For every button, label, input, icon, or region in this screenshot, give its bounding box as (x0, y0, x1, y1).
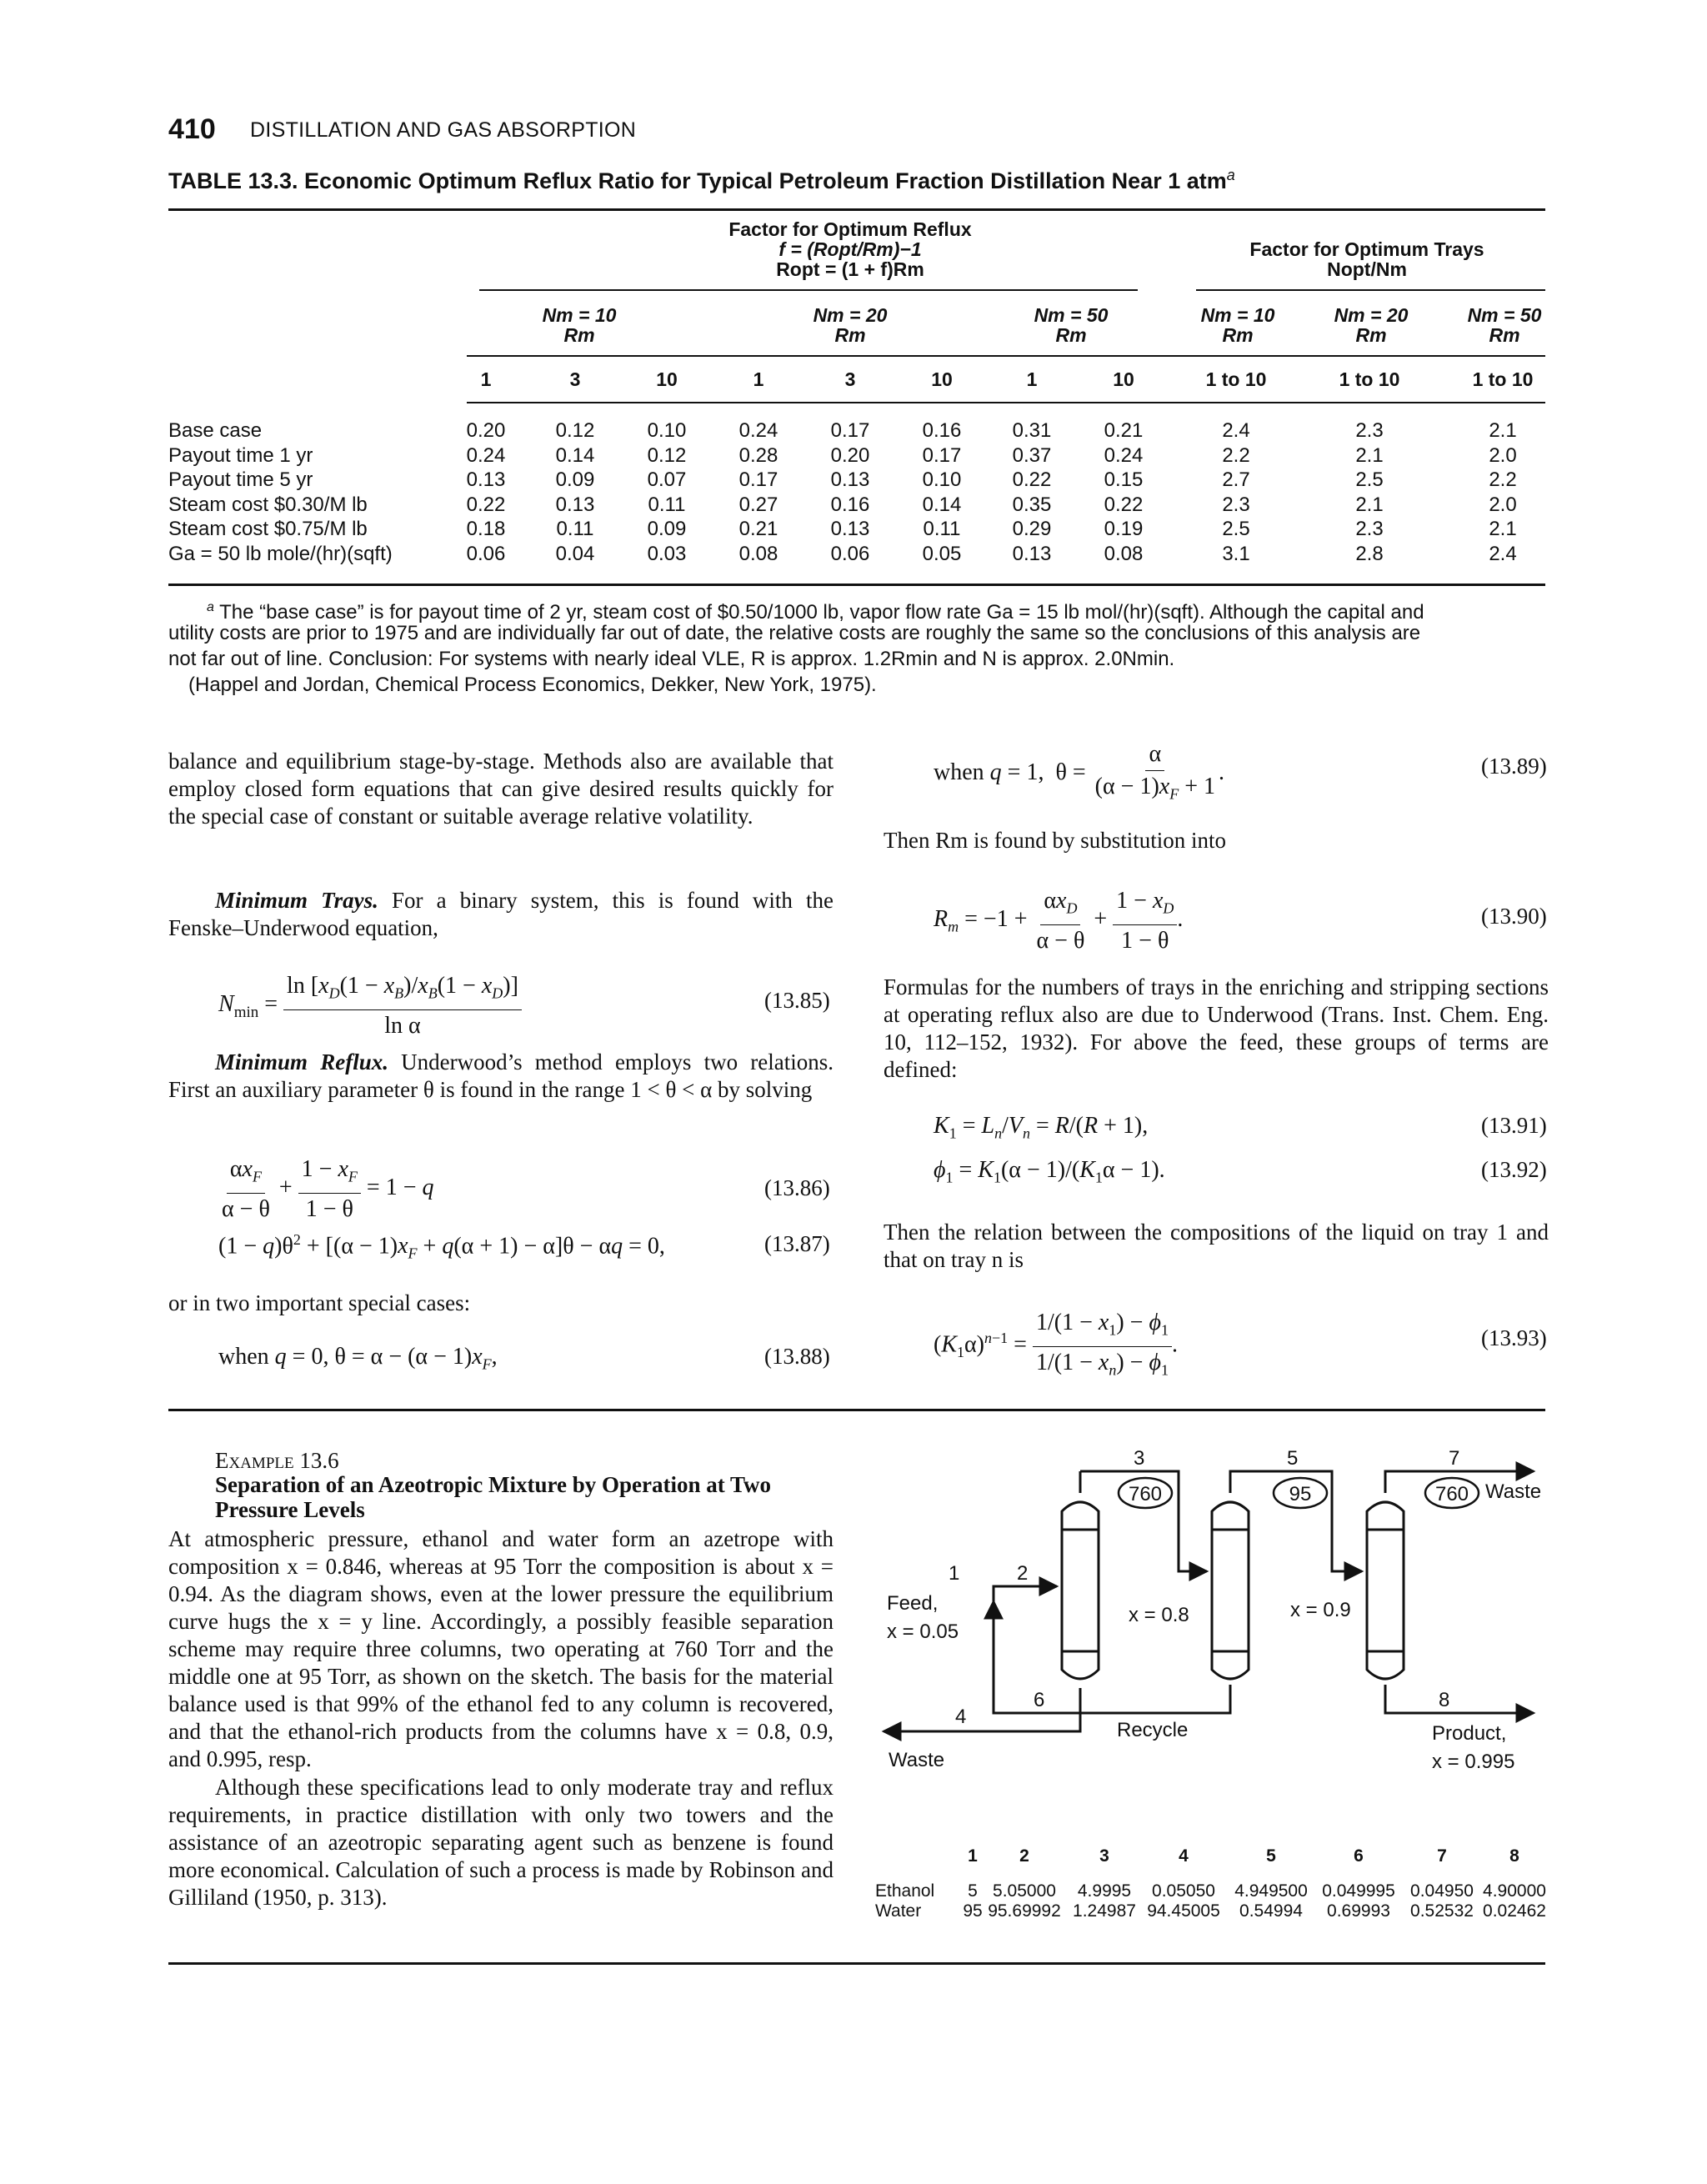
stream-table-cell: 4.9995 (1077, 1881, 1132, 1901)
subhead-rm: Rm (1222, 324, 1254, 346)
table-cell: 0.17 (738, 468, 778, 491)
table-row-label: Steam cost $0.30/M lb (168, 493, 368, 516)
table-row-label: Steam cost $0.75/M lb (168, 518, 368, 540)
table-cell: 0.21 (1104, 419, 1144, 442)
column-3 (1367, 1502, 1404, 1679)
subhead-rm: Rm (563, 324, 595, 346)
example-label (215, 1448, 339, 1474)
table-cell: 0.06 (466, 542, 506, 565)
stream-table-header: 4 (1179, 1846, 1189, 1866)
table-cell: 0.22 (466, 493, 506, 516)
stream-6-recycle (994, 1631, 1230, 1713)
group1-line3: Ropt = (1 + f)Rm (776, 258, 924, 280)
equation-13-89: when q = 1, θ = $\frac{\alpha}{(\alpha - 1)x_F + 1}$ . (934, 741, 1224, 803)
footnote-text-1: The “base case” is for payout time of 2 yr, steam cost of $0.50/1000 lb, vapor flow rate Ga = 15 lb mol/(hr)(sqft). Although the capital and (219, 601, 1424, 624)
stream-label-8: 8 (1439, 1689, 1450, 1711)
left-paragraph-1: balance and equilibrium stage-by-stage. Methods also are available that employ closed form equations that can give desired results quickly for the special case of constant or suitable average relative volatility. (168, 749, 833, 829)
subhead-trays-nm50: Nm = 50 (1467, 304, 1542, 326)
column-header: 1 (480, 368, 492, 390)
table-row-label: Payout time 5 yr (168, 468, 313, 491)
group2-line2: Nopt/Nm (1327, 258, 1407, 280)
equation-number-13-86: (13.86) (764, 1175, 830, 1200)
table-row-label: Base case (168, 419, 263, 442)
table-cell: 2.1 (1489, 419, 1517, 442)
table-cell: 0.08 (1104, 542, 1144, 565)
table-cell: 0.20 (830, 443, 870, 467)
table-cell: 2.3 (1355, 518, 1384, 540)
stream-table-cell: 0.04950 (1410, 1881, 1474, 1901)
stream-table-cell: 0.05050 (1152, 1881, 1215, 1901)
subhead-rm: Rm (1489, 324, 1520, 346)
page-number: 410 (168, 113, 216, 145)
table-cell: 0.05 (922, 542, 962, 565)
stream-table-cell: 5.05000 (993, 1881, 1056, 1901)
table-cell: 0.21 (738, 518, 778, 540)
table-cell: 2.4 (1222, 419, 1250, 442)
table-cell: 0.14 (922, 493, 962, 516)
footnote-citation: (Happel and Jordan, Chemical Process Economics, Dekker, New York, 1975). (188, 674, 877, 696)
min-trays-text: For a binary system, this is found with the Fenske–Underwood equation, (168, 888, 834, 940)
recycle-label: Recycle (1117, 1719, 1189, 1741)
column-header: 10 (656, 368, 678, 390)
table-cell: 2.2 (1489, 468, 1517, 491)
table-cell: 2.8 (1355, 542, 1384, 565)
table-cell: 0.29 (1012, 518, 1052, 540)
stream-label-7: 7 (1449, 1447, 1460, 1470)
table-cell: 2.2 (1222, 443, 1250, 467)
table-cell: 0.24 (738, 419, 778, 442)
column-header: 3 (844, 368, 856, 390)
table-cell: 0.06 (830, 542, 870, 565)
subhead-rm: Rm (834, 324, 866, 346)
stream-table-cell: 5 (968, 1881, 978, 1901)
group2-title: Factor for Optimum Trays (1249, 238, 1484, 260)
stream-table-cell: 94.45005 (1147, 1901, 1220, 1921)
table-cell: 0.11 (556, 518, 594, 540)
equation-number-13-91: (13.91) (1481, 1113, 1547, 1138)
table-cell: 0.19 (1104, 518, 1144, 540)
table-cell: 0.13 (830, 518, 870, 540)
footnote-line-2: utility costs are prior to 1975 and are individually far out of date, the relative costs are roughly the same so the conclusions of this analysis are (168, 622, 1421, 644)
table-cell: 0.24 (466, 443, 506, 467)
stream-table-cell: 4.949500 (1234, 1881, 1308, 1901)
stream-table-header: 5 (1266, 1846, 1276, 1866)
table-cell: 2.1 (1355, 493, 1384, 516)
table-cell: 0.35 (1012, 493, 1052, 516)
subhead-rule (467, 355, 1545, 357)
table-cell: 0.22 (1012, 468, 1052, 491)
group1-line2: f = (Ropt/Rm)−1 (778, 238, 922, 260)
special-cases-text: or in two important special cases: (168, 1290, 471, 1315)
table-cell: 2.1 (1489, 518, 1517, 540)
stream-label-3: 3 (1134, 1447, 1145, 1470)
table-cell: 0.10 (922, 468, 962, 491)
waste-bottom-label: Waste (889, 1749, 945, 1771)
group1-rule (479, 289, 1138, 291)
column-1 (1062, 1502, 1099, 1679)
subhead-nm10: Nm = 10 (542, 304, 617, 326)
stream-table-cell: 4.90000 (1483, 1881, 1546, 1901)
stream-table-header: 3 (1099, 1846, 1109, 1866)
column-header: 1 to 10 (1205, 368, 1267, 390)
stream-8 (1385, 1685, 1534, 1713)
stream-table-header: 1 (968, 1846, 978, 1866)
footnote-mark: a (207, 600, 214, 614)
table-cell: 0.24 (1104, 443, 1144, 467)
table-cell: 0.16 (922, 419, 962, 442)
subhead-nm50: Nm = 50 (1034, 304, 1109, 326)
equation-13-90: $R_m = -1$ + $\frac{\alpha x_D}{\alpha - \theta}$ + $\frac{1 - x_D}{1 - \theta}$ . (934, 888, 1184, 954)
table-cell: 2.1 (1355, 443, 1384, 467)
column-2 (1212, 1502, 1249, 1679)
product-composition: x = 0.995 (1432, 1751, 1515, 1773)
table-row-label: Payout time 1 yr (168, 443, 313, 467)
table-cell: 0.09 (647, 518, 687, 540)
table-cell: 0.09 (555, 468, 595, 491)
table-cell: 2.4 (1489, 542, 1517, 565)
stream-table-row-label: Water (875, 1901, 922, 1921)
stream-label-1: 1 (949, 1562, 960, 1585)
equation-number-13-92: (13.92) (1481, 1157, 1547, 1182)
table-cell: 3.1 (1222, 542, 1250, 565)
table-bottom-rule (168, 584, 1545, 586)
table-cell: 0.20 (466, 419, 506, 442)
subhead-rm: Rm (1055, 324, 1087, 346)
stream-table-cell: 0.54994 (1239, 1901, 1303, 1921)
formulas-paragraph: Formulas for the numbers of trays in the enriching and stripping sections at operating reflux also are due to Underwood (Trans. Inst. Chem. Eng. 10, 112–152, 1932). For above the feed, these groups of terms are defined: (884, 974, 1549, 1082)
table-cell: 0.07 (647, 468, 687, 491)
subhead-trays-nm20: Nm = 20 (1334, 304, 1409, 326)
table-cell: 0.14 (555, 443, 595, 467)
x-label-col1: x = 0.8 (1129, 1604, 1189, 1626)
table-cell: 0.37 (1012, 443, 1052, 467)
running-head: DISTILLATION AND GAS ABSORPTION (250, 118, 637, 142)
equation-13-87: $(1 - q)\theta^2 + [(\alpha - 1)x_F + q(\alpha + 1) - \alpha]\theta - \alpha q = 0$, (218, 1231, 665, 1262)
table-cell: 0.03 (647, 542, 687, 565)
column-header: 3 (569, 368, 581, 390)
x-label-col2: x = 0.9 (1290, 1599, 1351, 1621)
table-cell: 0.10 (647, 419, 687, 442)
subhead-rm: Rm (1355, 324, 1387, 346)
stream-label-6: 6 (1034, 1689, 1045, 1711)
product-label: Product, (1432, 1722, 1507, 1745)
stream-4 (884, 1688, 1080, 1731)
stream-table-row-label: Ethanol (875, 1881, 935, 1901)
stream-2 (994, 1586, 1057, 1631)
table-cell: 0.17 (922, 443, 962, 467)
pressure-95: 95 (1289, 1483, 1312, 1505)
column-header: 10 (1113, 368, 1134, 390)
stream-table-header: 2 (1019, 1846, 1029, 1866)
min-trays-heading: Minimum Trays. (215, 888, 378, 913)
table-cell: 0.15 (1104, 468, 1144, 491)
equation-number-13-93: (13.93) (1481, 1325, 1547, 1350)
stream-table-cell: 0.049995 (1322, 1881, 1395, 1901)
group1-title: Factor for Optimum Reflux (728, 218, 972, 240)
stream-label-5: 5 (1287, 1447, 1299, 1470)
table-cell: 0.13 (830, 468, 870, 491)
table-cell: 0.12 (647, 443, 687, 467)
table-cell: 0.13 (555, 493, 595, 516)
equation-13-86: $\frac{\alpha x_F}{\alpha - \theta}$ + $\frac{1 - x_F}{1 - \theta}$ = 1 − q (222, 1156, 434, 1222)
then-rm-text: Then Rm is found by substitution into (884, 828, 1227, 853)
example-paragraph-2: Although these specifications lead to only moderate tray and reflux requirements, in practice distillation with only two towers and the assistance of an azeotropic separating agent such as benzene is found more economical. Calculation of such a process is made by Robinson and Gilliland (1950, p. 313). (168, 1775, 833, 1910)
pressure-760-b: 760 (1434, 1483, 1469, 1505)
min-reflux-text: Underwood’s method employs two relations. First an auxiliary parameter θ is found in the range 1 < θ < α by solving (168, 1049, 834, 1102)
group2-rule (1196, 289, 1545, 291)
equation-13-92: $\phi_1 = K_1(\alpha - 1)/(K_1\alpha - 1)$. (934, 1157, 1165, 1186)
example-paragraph-1: At atmospheric pressure, ethanol and water form an azetrope with composition x = 0.846, whereas at 95 Torr the composition is about x = 0.94. As the diagram shows, even at the lower pressure the equilibrium curve hugs the x = y line. Accordingly, a possibly feasible separation scheme may require three columns, two operating at 760 Torr and the middle one at 95 Torr, as shown on the sketch. The basis for the material balance used is that 99% of the ethanol fed to any column is recovered, and that the ethanol-rich products from the columns have x = 0.8, 0.9, and 0.995, resp. (168, 1526, 833, 1771)
equation-13-88: when q = 0, $\theta = \alpha - (\alpha - 1)x_F$, (218, 1344, 498, 1373)
subhead-nm20: Nm = 20 (813, 304, 888, 326)
stream-label-2: 2 (1017, 1562, 1029, 1585)
table-cell: 0.11 (648, 493, 686, 516)
table-title-footnote-mark: a (1226, 167, 1235, 183)
stream-table-header: 7 (1437, 1846, 1447, 1866)
table-cell: 0.08 (738, 542, 778, 565)
pressure-760-a: 760 (1128, 1483, 1163, 1505)
min-trays-paragraph (168, 887, 833, 942)
column-header: 1 to 10 (1339, 368, 1400, 390)
min-reflux-paragraph (168, 1049, 833, 1104)
table-cell: 2.3 (1355, 419, 1384, 442)
example-title: Separation of an Azeotropic Mixture by Operation at Two Pressure Levels (215, 1472, 771, 1522)
table-cell: 0.27 (738, 493, 778, 516)
stream-table-cell: 0.02462 (1483, 1901, 1546, 1921)
column-header: 1 to 10 (1472, 368, 1534, 390)
stream-label-4: 4 (955, 1706, 967, 1728)
feed-composition: x = 0.05 (887, 1620, 959, 1643)
table-title (168, 167, 1235, 194)
table-cell: 2.5 (1222, 518, 1250, 540)
example-label-text: Example 13.6 (215, 1448, 339, 1473)
stream-table-cell: 95 (963, 1901, 983, 1921)
min-reflux-heading: Minimum Reflux. (215, 1049, 388, 1074)
table-cell: 0.13 (1012, 542, 1052, 565)
table-cell: 0.18 (466, 518, 506, 540)
stream-table-header: 8 (1509, 1846, 1519, 1866)
stream-table-header: 6 (1354, 1846, 1364, 1866)
table-title-text: TABLE 13.3. Economic Optimum Reflux Ratio for Typical Petroleum Fraction Distillation Near 1 atm (168, 168, 1227, 193)
equation-number-13-90: (13.90) (1481, 904, 1547, 929)
stream-table-cell: 0.52532 (1410, 1901, 1474, 1921)
stream-table-cell: 1.24987 (1073, 1901, 1136, 1921)
equation-number-13-85: (13.85) (764, 988, 830, 1013)
example-bottom-rule (168, 1962, 1545, 1965)
example-top-rule (168, 1409, 1545, 1411)
feed-label: Feed, (887, 1592, 939, 1615)
table-cell: 0.17 (830, 419, 870, 442)
table-cell: 2.3 (1222, 493, 1250, 516)
colhead-rule (467, 402, 1545, 403)
column-header: 10 (931, 368, 953, 390)
table-row-label: Ga = 50 lb mole/(hr)(sqft) (168, 542, 393, 565)
equation-13-85: $N_{min}$ = $\frac{\ln [x_D(1 - x_B)/x_B(1 - x_D)]}{\text{ln α}}$ (218, 972, 522, 1040)
equation-number-13-88: (13.88) (764, 1344, 830, 1369)
table-cell: 0.12 (555, 419, 595, 442)
column-header: 1 (1026, 368, 1038, 390)
table-cell: 2.0 (1489, 443, 1517, 467)
table-cell: 2.5 (1355, 468, 1384, 491)
table-cell: 0.16 (830, 493, 870, 516)
three-column-flow-diagram (875, 1438, 1559, 1780)
table-cell: 2.0 (1489, 493, 1517, 516)
footnote-line-3: not far out of line. Conclusion: For systems with nearly ideal VLE, R is approx. 1.2Rmin and N is approx. 2.0Nmin. (168, 648, 1175, 670)
then-relation-text: Then the relation between the compositions of the liquid on tray 1 and that on tray n is (884, 1220, 1549, 1272)
subhead-trays-nm10: Nm = 10 (1200, 304, 1275, 326)
table-top-rule (168, 208, 1545, 211)
table-cell: 0.28 (738, 443, 778, 467)
table-cell: 0.31 (1012, 419, 1052, 442)
waste-top-label: Waste (1485, 1480, 1542, 1503)
table-cell: 0.13 (466, 468, 506, 491)
stream-table-cell: 95.69992 (988, 1901, 1061, 1921)
stream-table-cell: 0.69993 (1327, 1901, 1390, 1921)
table-cell: 0.11 (923, 518, 961, 540)
table-cell: 0.22 (1104, 493, 1144, 516)
table-cell: 0.04 (555, 542, 595, 565)
table-cell: 2.7 (1222, 468, 1250, 491)
column-header: 1 (753, 368, 764, 390)
equation-13-93: $(K_1\alpha)^{n-1}$ = $\frac{1/(1 - x_1) - \phi_1}{1/(1 - x_n) - \phi_1}$ . (934, 1310, 1178, 1379)
equation-13-91: $K_1 = L_n/V_n = R/(R + 1)$, (934, 1113, 1149, 1142)
equation-number-13-87: (13.87) (764, 1231, 830, 1256)
equation-number-13-89: (13.89) (1481, 754, 1547, 779)
